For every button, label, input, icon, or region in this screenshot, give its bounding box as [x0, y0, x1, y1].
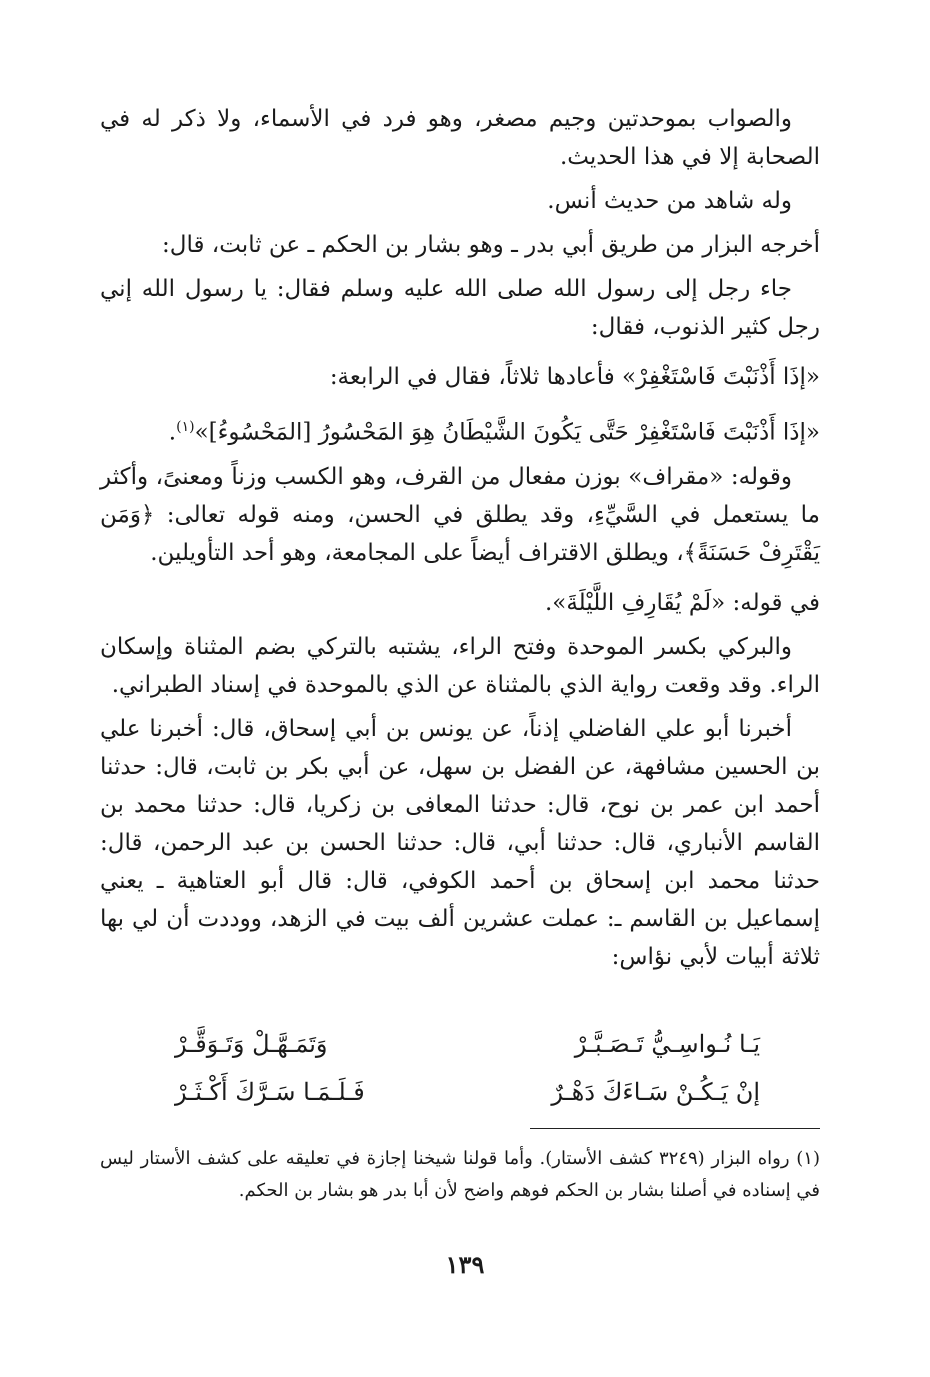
hadith-text: «إذَا أَذْنَبْتَ فَاسْتَغْفِرْ حَتَّى يَكُونَ الشَّيْطَانُ هِوَ المَحْسُورُ [المَحْسُوءُ]» — [194, 419, 820, 446]
verse-1-first-hemistich: يَـا نُـواسِـيُّ تَـصَـبَّـرْ — [574, 1030, 760, 1058]
poem — [175, 1020, 760, 1116]
paragraph-3: أخرجه البزار من طريق أبي بدر ـ وهو بشار بن الحكم ـ عن ثابت، قال: — [162, 232, 820, 258]
paragraph-8: في قوله: «لَمْ يُقَارِفِ اللَّيْلَةَ». — [544, 589, 820, 616]
paragraph-10: أخبرنا أبو علي الفاضلي إذناً، عن يونس بن أبي إسحاق، قال: أخبرنا علي بن الحسين مشافهة، عن الفضل بن سهل، عن أبي بكر بن ثابت، قال: حدثنا أحمد ابن عمر بن نوح، قال: حدثنا المعافى بن زكريا، قال: حدثنا محمد بن القاسم الأنباري، قال: حدثنا أبي، قال: حدثنا الحسن بن عبد الرحمن، قال: حدثنا محمد ابن إسحاق بن أحمد الكوفي، قال: قال أبو العتاهية ـ يعني إسماعيل بن القاسم ـ: عملت عشرين ألف بيت في الزهد، ووددت أن لي بها ثلاثة أبيات لأبي نؤاس: — [100, 715, 820, 970]
poem-verse-1 — [175, 1020, 760, 1068]
footnote-marker[interactable]: (١) — [176, 419, 195, 435]
poem-verse-2 — [175, 1068, 760, 1116]
verse-2-first-hemistich: إنْ يَـكُـنْ سَـاءَكَ دَهْـرٌ — [551, 1078, 760, 1106]
paragraph-4: جاء رجل إلى رسول الله صلى الله عليه وسلم فقال: يا رسول الله إني رجل كثير الذنوب، فقال: — [100, 276, 820, 340]
footnote-separator — [530, 1128, 820, 1129]
verse-2-second-hemistich: فَـلَـمَـا سَـرَّكَ أَكْـثَـرْ — [175, 1078, 365, 1106]
paragraph-2: وله شاهد من حديث أنس. — [547, 188, 792, 214]
main-text — [100, 100, 820, 976]
paragraph-1: والصواب بموحدتين وجيم مصغر، وهو فرد في الأسماء، ولا ذكر له في الصحابة إلا في هذا الحديث. — [100, 106, 820, 170]
paragraph-9: والبركي بكسر الموحدة وفتح الراء، يشتبه بالتركي بضم المثناة وإسكان الراء. وقد وقعت رواية الذي بالمثناة عن الذي بالموحدة في إسناد الطبراني. — [100, 633, 820, 698]
hadith-end: . — [168, 419, 177, 446]
paragraph-7: وقوله: «مقراف» بوزن مفعال من القرف، وهو الكسب وزناً ومعنىً، وأكثر ما يستعمل في السَّيِّءِ، وقد يطلق في الحسن، ومنه قوله تعالى: ﴿وَمَن يَقْتَرِفْ حَسَنَةً﴾، ويطلق الاقتراف أيضاً على المجامعة، وهو أحد التأويلين. — [100, 463, 820, 566]
verse-1-second-hemistich: وَتَمَـهَّـلْ وَتَـوَقَّـرْ — [175, 1030, 328, 1058]
paragraph-5: «إذَا أَذْنَبْتَ فَاسْتَغْفِرْ» فأعادها ثلاثاً، فقال في الرابعة: — [329, 364, 820, 390]
page-number: ١٣٩ — [445, 1250, 485, 1279]
footnote: (١) رواه البزار (٣٢٤٩ كشف الأستار). وأما قولنا شيخنا إجازة في تعليقه على كشف الأستار ليس في إسناده في أصلنا بشار بن الحكم فوهم واضح لأن أبا بدر هو بشار بن الحكم. — [100, 1148, 820, 1201]
paragraph-6 — [100, 408, 820, 452]
